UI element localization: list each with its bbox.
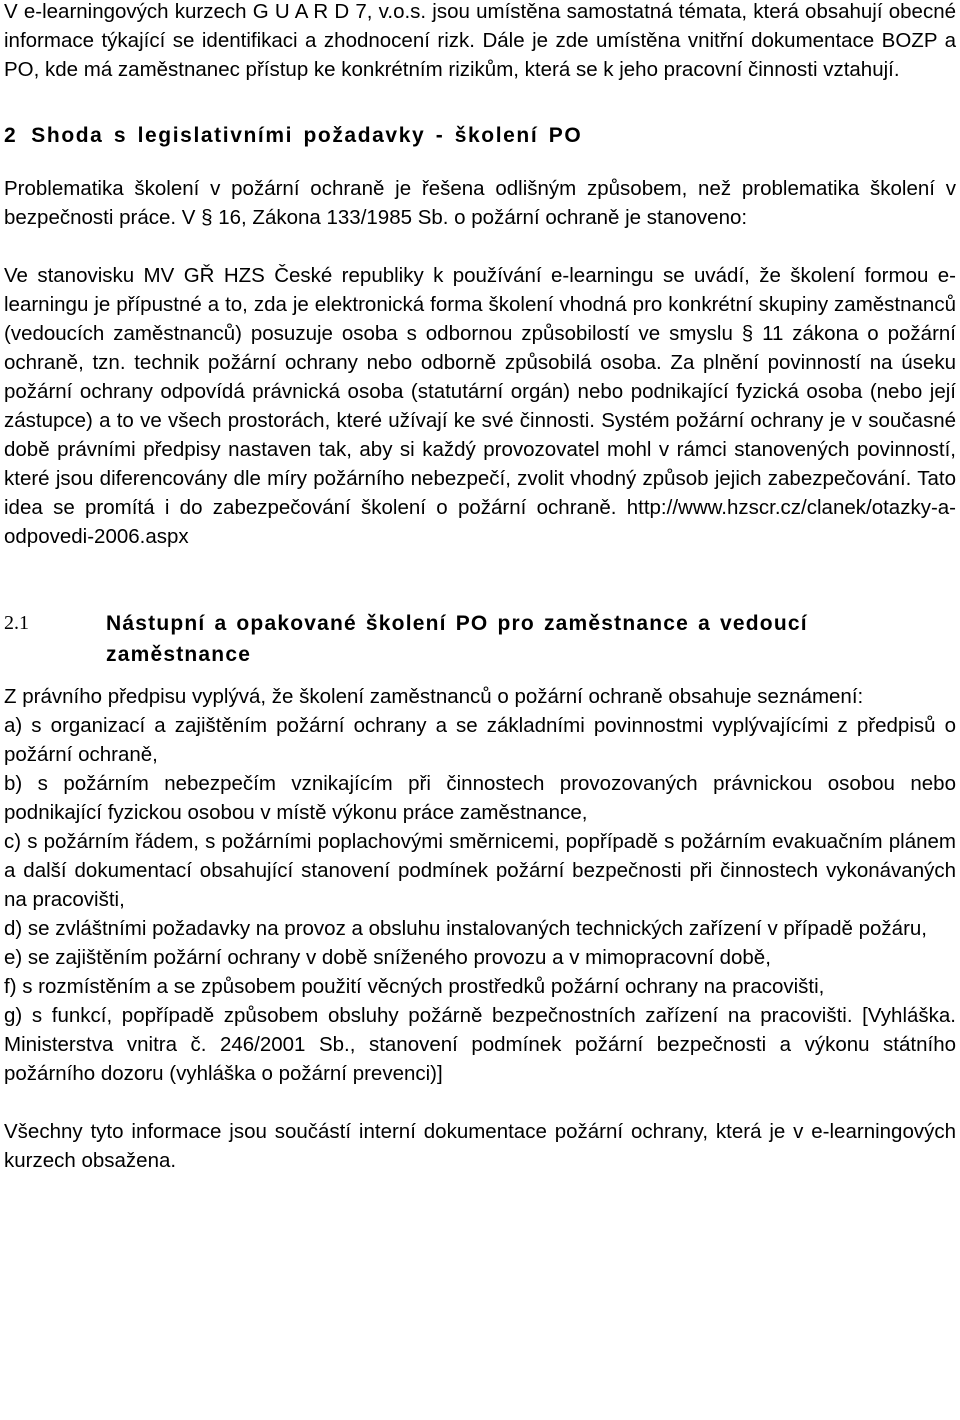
section-2-1-intro: Z právního předpisu vyplývá, že školení zaměstnanců o požární ochraně obsahuje seznámení: xyxy=(4,685,864,708)
closing-paragraph: Všechny tyto informace jsou součástí interní dokumentace požární ochrany, která je v e-learningových kurzech obsažena. xyxy=(4,1120,956,1172)
list-item: b) s požárním nebezpečím vznikajícím při činnostech provozovaných právnickou osobou nebo podnikající fyzickou osobou v místě výkonu práce zaměstnance, xyxy=(4,772,956,824)
document-page xyxy=(4,0,956,1175)
section-2-paragraph-1: Problematika školení v požární ochraně je řešena odlišným způsobem, než problematika školení v bezpečnosti práce. V § 16, Zákona 133/1985 Sb. o požární ochraně je stanoveno: xyxy=(4,177,956,229)
requirements-list xyxy=(4,711,956,1088)
section-2-1-number: 2.1 xyxy=(4,612,29,634)
list-item: e) se zajištěním požární ochrany v době sníženého provozu a v mimopracovní době, xyxy=(4,946,771,969)
list-item: c) s požárním řádem, s požárními poplachovými směrnicemi, popřípadě s požárním evakuačním plánem a další dokumentací obsahující stanovení podmínek požární bezpečnosti při činnostech vykonávaných na pracovišti, xyxy=(4,830,956,911)
section-2-number: 2 xyxy=(4,124,18,147)
list-item: a) s organizací a zajištěním požární ochrany a se základními povinnostmi vyplývajícími z předpisů o požární ochraně, xyxy=(4,714,956,766)
section-2-1-title: Nástupní a opakované školení PO pro zaměstnance a vedoucí zaměstnance xyxy=(106,612,808,666)
list-item: g) s funkcí, popřípadě způsobem obsluhy požárně bezpečnostních zařízení na pracovišti. [Vyhláška. Ministerstva vnitra č. 246/2001 Sb., stanovení podmínek požární bezpečnosti a výkonu státního požárního dozoru (vyhláška o požární prevenci)] xyxy=(4,1004,956,1085)
list-item: f) s rozmístěním a se způsobem použití věcných prostředků požární ochrany na pracovišti, xyxy=(4,975,825,998)
section-2-heading xyxy=(4,121,956,150)
section-2-title: Shoda s legislativními požadavky - školení PO xyxy=(31,124,583,147)
section-2-paragraph-2: Ve stanovisku MV GŘ HZS České republiky k používání e-learningu se uvádí, že školení formou e-learningu je přípustné a to, zda je elektronická forma školení vhodná pro konkrétní skupiny zaměstnanců (vedoucích zaměstnanců) posuzuje osoba s odbornou způsobilostí ve smyslu § 11 zákona o požární ochraně, tzn. technik požární ochrany nebo odborně způsobilá osoba. Za plnění povinností na úseku požární ochrany odpovídá právnická osoba (statutární orgán) nebo podnikající fyzická osoba (nebo její zástupce) a to ve všech prostorách, které užívají ke své činnosti. Systém požární ochrany je v současné době právními předpisy nastaven tak, aby si každý provozovatel mohl v rámci stanovených povinností, které jsou diferencovány dle míry požárního nebezpečí, zvolit vhodný způsob jejich zabezpečování. Tato idea se promítá i do zabezpečování školení o požární ochraně. http://www.hzscr.cz/clanek/otazky-a-odpovedi-2006.aspx xyxy=(4,264,956,548)
list-item: d) se zvláštními požadavky na provoz a obsluhu instalovaných technických zařízení v případě požáru, xyxy=(4,917,927,940)
intro-paragraph: V e-learningových kurzech G U A R D 7, v.o.s. jsou umístěna samostatná témata, která obsahují obecné informace týkající se identifikaci a zhodnocení rizk. Dále je zde umístěna vnitřní dokumentace BOZP a PO, kde má zaměstnanec přístup ke konkrétním rizikům, která se k jeho pracovní činnosti vztahují. xyxy=(4,0,956,81)
section-2-1-heading xyxy=(4,608,956,670)
